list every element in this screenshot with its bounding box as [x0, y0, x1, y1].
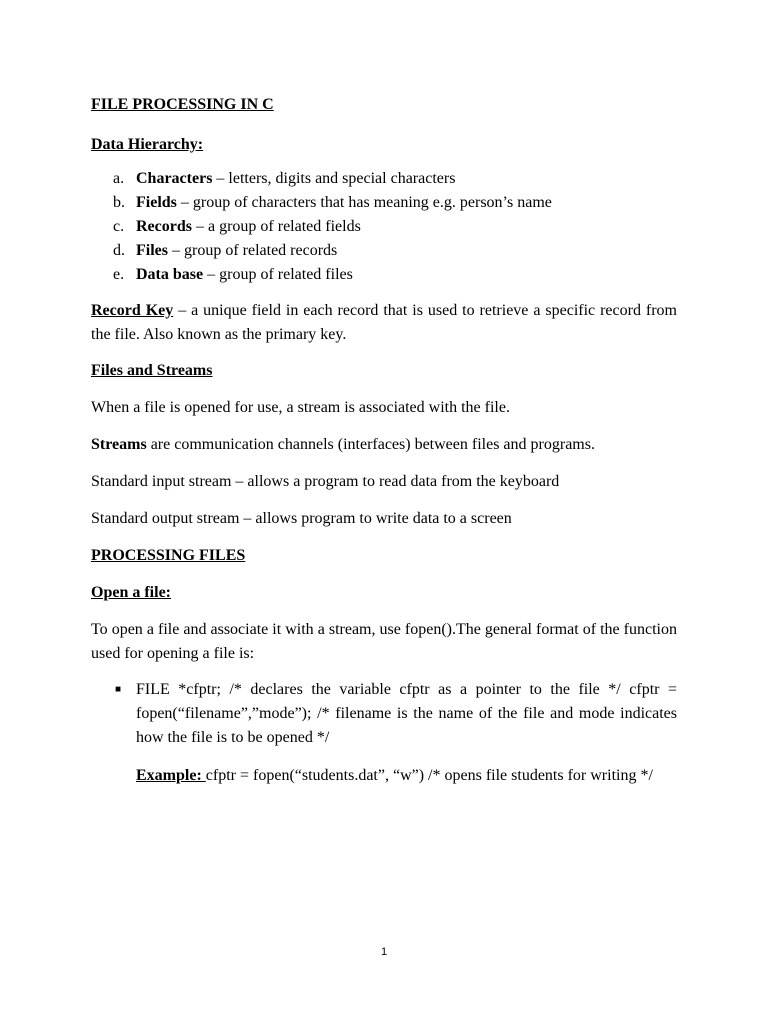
streams-term: Streams [91, 436, 147, 453]
list-desc: – group of characters that has meaning e.g. person’s name [176, 194, 552, 211]
list-item [115, 678, 677, 788]
streams-paragraph-2 [91, 433, 677, 457]
list-item [113, 191, 677, 215]
page-number: 1 [380, 946, 388, 958]
document-title: FILE PROCESSING IN C [91, 96, 274, 113]
list-term: Characters [136, 170, 213, 187]
list-marker: a. [113, 170, 125, 187]
standard-output-paragraph: Standard output stream – allows program to write data to a screen [91, 510, 512, 527]
record-key-term: Record Key [91, 302, 174, 319]
list-item [113, 167, 677, 191]
list-term: Data base [136, 266, 204, 283]
open-file-description: To open a file and associate it with a stream, use fopen().The general format of the function used for opening a file is: [91, 621, 677, 662]
streams-paragraph-1: When a file is opened for use, a stream is associated with the file. [91, 399, 510, 416]
fopen-declaration-text: FILE *cfptr; /* declares the variable cfptr as a pointer to the file */ cfptr = fopen(“filename”,”mode”); /* filename is the name of the file and mode indicates how the file is to be opened */ [136, 681, 677, 746]
document-page [91, 93, 677, 788]
standard-input-paragraph: Standard input stream – allows a program to read data from the keyboard [91, 473, 560, 490]
list-marker: d. [113, 242, 125, 259]
list-term: Files [136, 242, 168, 259]
list-term: Fields [136, 194, 177, 211]
list-desc: – letters, digits and special characters [212, 170, 456, 187]
list-marker: c. [113, 218, 125, 235]
fopen-bullet-list [91, 678, 677, 788]
list-item [113, 239, 677, 263]
list-item [113, 215, 677, 239]
example-paragraph [136, 764, 677, 788]
list-marker: e. [113, 266, 125, 283]
streams-desc: are communication channels (interfaces) between files and programs. [146, 436, 595, 453]
record-key-desc: – a unique field in each record that is used to retrieve a specific record from the file. Also known as the primary key. [91, 302, 677, 343]
list-desc: – group of related files [203, 266, 353, 283]
square-bullet-icon: ■ [115, 684, 122, 695]
list-marker: b. [113, 194, 125, 211]
list-term: Records [136, 218, 192, 235]
processing-files-heading: PROCESSING FILES [91, 547, 246, 564]
open-file-heading: Open a file: [91, 584, 171, 601]
data-hierarchy-list [91, 167, 677, 287]
files-streams-heading: Files and Streams [91, 362, 213, 379]
example-text: cfptr = fopen(“students.dat”, “w”) /* opens file students for writing */ [205, 767, 653, 784]
list-item [113, 263, 677, 287]
list-desc: – a group of related fields [191, 218, 361, 235]
example-label: Example: [136, 767, 206, 784]
record-key-paragraph [91, 299, 677, 347]
data-hierarchy-heading: Data Hierarchy: [91, 136, 204, 153]
list-desc: – group of related records [168, 242, 338, 259]
